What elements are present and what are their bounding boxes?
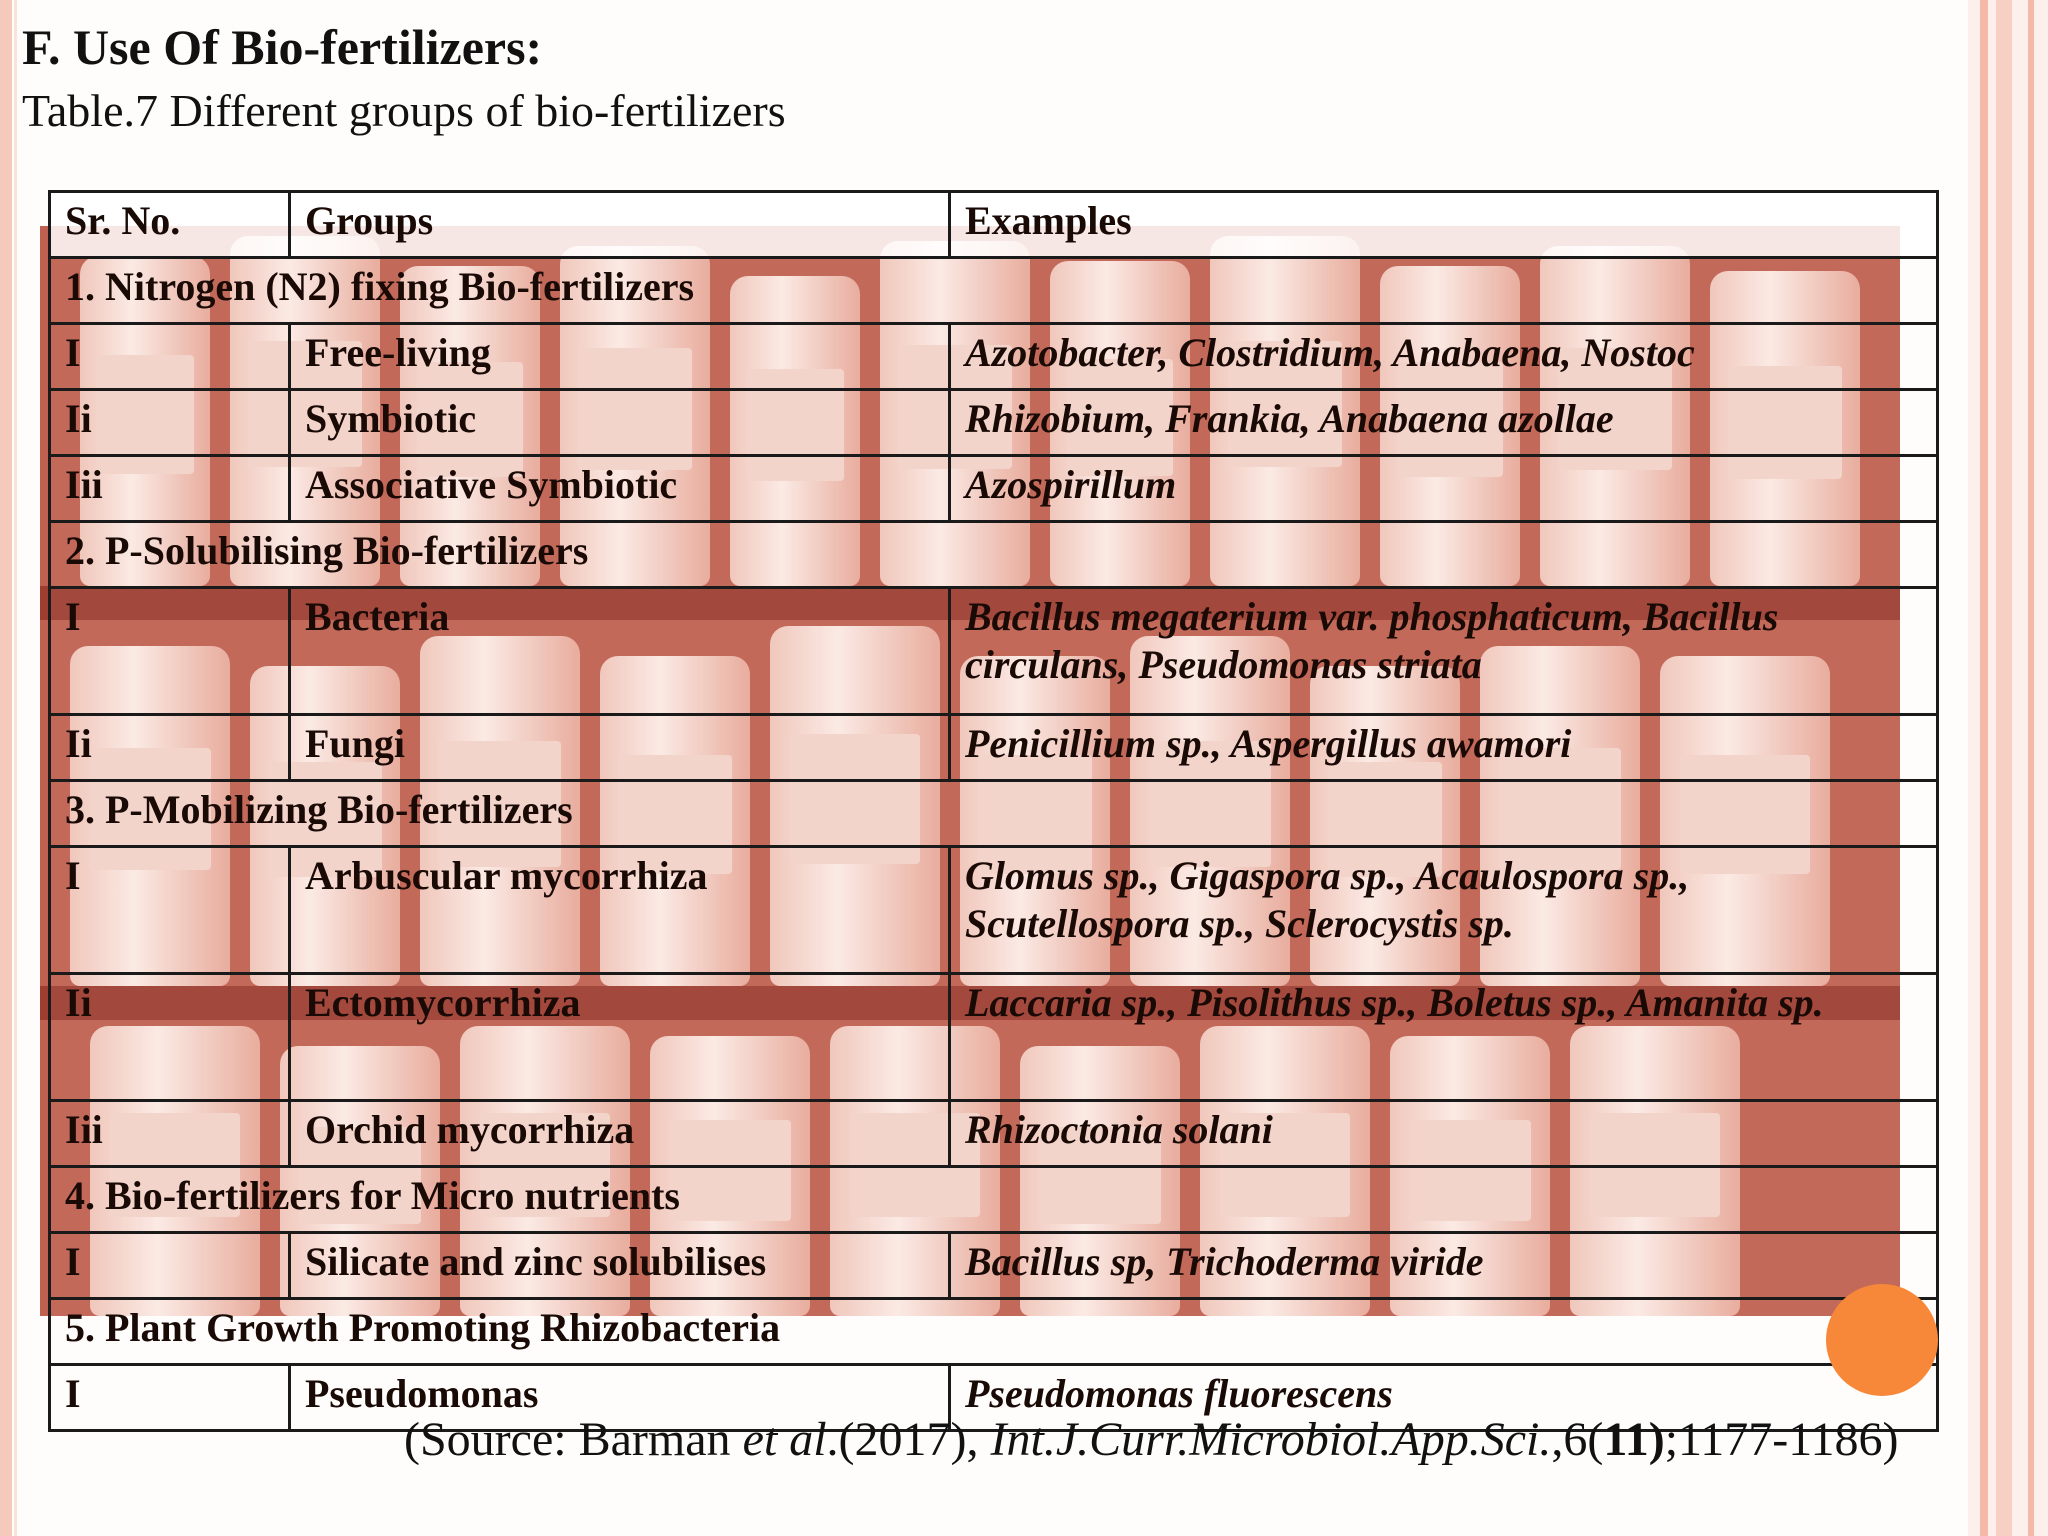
slide-right-stripe bbox=[1980, 0, 1988, 1536]
group: Pseudomonas bbox=[290, 1365, 950, 1431]
table-caption: Table.7 Different groups of bio-fertilizers bbox=[22, 85, 786, 136]
table-row bbox=[50, 1101, 1938, 1167]
source-volume: ,6( bbox=[1551, 1413, 1604, 1466]
table-row bbox=[50, 456, 1938, 522]
examples: Rhizoctonia solani bbox=[950, 1101, 1938, 1167]
sr-no: Ii bbox=[50, 715, 290, 781]
sr-no: I bbox=[50, 588, 290, 715]
section-row bbox=[50, 781, 1938, 847]
slide-left-border bbox=[0, 0, 12, 1536]
section-row bbox=[50, 1167, 1938, 1233]
examples: Laccaria sp., Pisolithus sp., Boletus sp., Amanita sp. bbox=[950, 974, 1938, 1101]
source-prefix: (Source: Barman bbox=[404, 1413, 743, 1466]
slide-right-stripe bbox=[2028, 0, 2034, 1536]
header-groups: Groups bbox=[290, 192, 950, 258]
slide-title: F. Use Of Bio-fertilizers: bbox=[22, 19, 543, 75]
sr-no: I bbox=[50, 1233, 290, 1299]
source-pages: ;1177-1186) bbox=[1664, 1413, 1899, 1466]
table-row bbox=[50, 390, 1938, 456]
table-row bbox=[50, 324, 1938, 390]
slide-right-stripe bbox=[1996, 0, 2012, 1536]
section-title: 2. P-Solubilising Bio-fertilizers bbox=[50, 522, 1938, 588]
table-row bbox=[50, 974, 1938, 1101]
sr-no: Ii bbox=[50, 390, 290, 456]
group: Fungi bbox=[290, 715, 950, 781]
group: Arbuscular mycorrhiza bbox=[290, 847, 950, 974]
sr-no: Ii bbox=[50, 974, 290, 1101]
table-header-row bbox=[50, 192, 1938, 258]
group: Associative Symbiotic bbox=[290, 456, 950, 522]
examples: Bacillus megaterium var. phosphaticum, Bacillus circulans, Pseudomonas striata bbox=[950, 588, 1938, 715]
sr-no: Iii bbox=[50, 1101, 290, 1167]
group: Ectomycorrhiza bbox=[290, 974, 950, 1101]
section-title: 4. Bio-fertilizers for Micro nutrients bbox=[50, 1167, 1938, 1233]
examples: Rhizobium, Frankia, Anabaena azollae bbox=[950, 390, 1938, 456]
source-year: .(2017), bbox=[826, 1413, 991, 1466]
source-issue: 11) bbox=[1603, 1413, 1665, 1466]
group: Bacteria bbox=[290, 588, 950, 715]
examples: Azotobacter, Clostridium, Anabaena, Nostoc bbox=[950, 324, 1938, 390]
table-row bbox=[50, 715, 1938, 781]
section-title: 3. P-Mobilizing Bio-fertilizers bbox=[50, 781, 1938, 847]
group: Free-living bbox=[290, 324, 950, 390]
table-row bbox=[50, 847, 1938, 974]
sr-no: I bbox=[50, 1365, 290, 1431]
examples: Azospirillum bbox=[950, 456, 1938, 522]
header-sr-no: Sr. No. bbox=[50, 192, 290, 258]
section-title: 1. Nitrogen (N2) fixing Bio-fertilizers bbox=[50, 258, 1938, 324]
examples: Penicillium sp., Aspergillus awamori bbox=[950, 715, 1938, 781]
slide-left-border-thin bbox=[14, 0, 17, 1536]
section-row bbox=[50, 1299, 1938, 1365]
section-title: 5. Plant Growth Promoting Rhizobacteria bbox=[50, 1299, 1938, 1365]
group: Silicate and zinc solubilises bbox=[290, 1233, 950, 1299]
sr-no: I bbox=[50, 847, 290, 974]
sr-no: Iii bbox=[50, 456, 290, 522]
group: Orchid mycorrhiza bbox=[290, 1101, 950, 1167]
decorative-orange-circle bbox=[1826, 1284, 1938, 1396]
examples: Pseudomonas fluorescens bbox=[950, 1365, 1938, 1431]
section-row bbox=[50, 258, 1938, 324]
examples: Glomus sp., Gigaspora sp., Acaulospora sp., Scutellospora sp., Sclerocystis sp. bbox=[950, 847, 1938, 974]
sr-no: I bbox=[50, 324, 290, 390]
source-citation bbox=[404, 1412, 1898, 1467]
table-row bbox=[50, 588, 1938, 715]
source-journal: Int.J.Curr.Microbiol.App.Sci. bbox=[990, 1413, 1552, 1466]
table-row bbox=[50, 1233, 1938, 1299]
bio-fertilizer-groups-table bbox=[48, 190, 1939, 1432]
header-examples: Examples bbox=[950, 192, 1938, 258]
source-etal: et al bbox=[742, 1413, 827, 1466]
examples: Bacillus sp, Trichoderma viride bbox=[950, 1233, 1938, 1299]
group: Symbiotic bbox=[290, 390, 950, 456]
section-row bbox=[50, 522, 1938, 588]
